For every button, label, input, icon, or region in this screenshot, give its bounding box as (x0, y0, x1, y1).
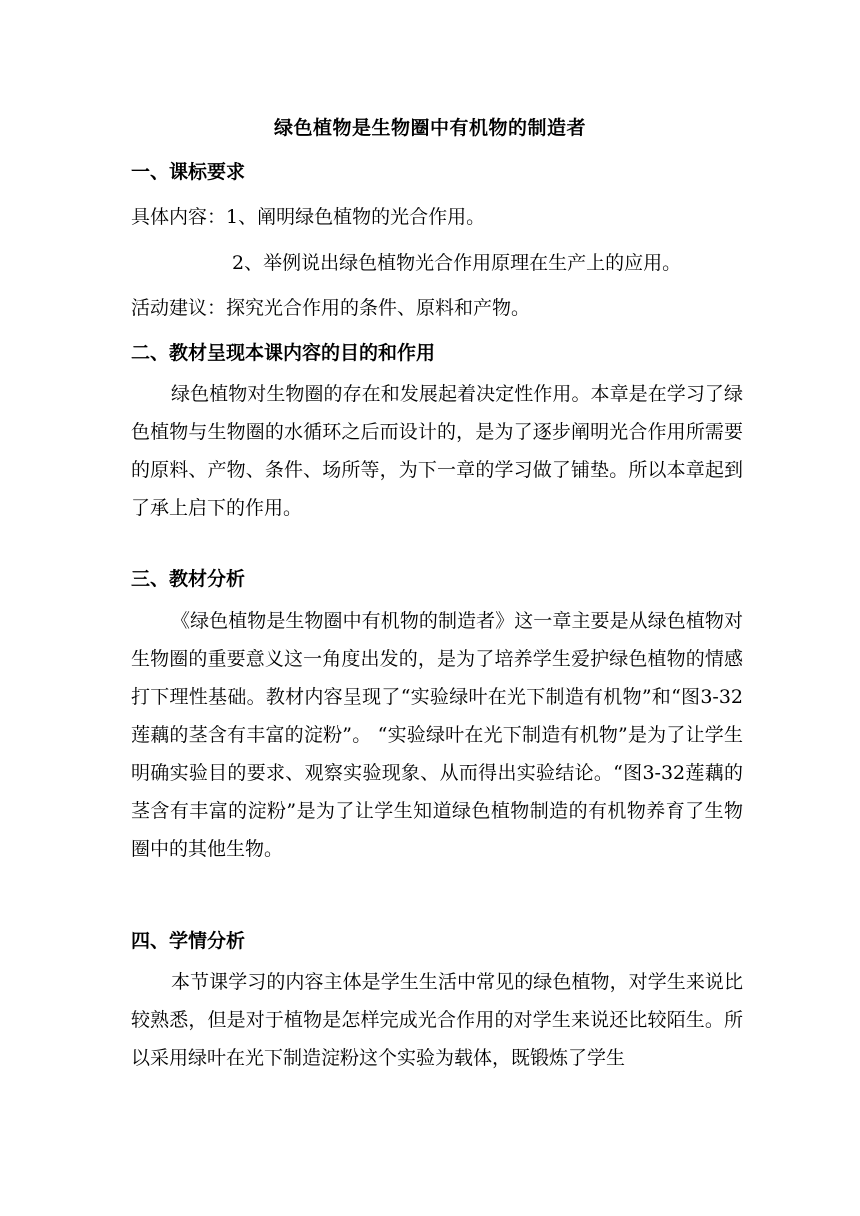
section-heading-student-analysis: 四、学情分析 (131, 930, 246, 952)
paragraph-purpose: 绿色植物对生物圈的存在和发展起着决定性作用。本章是在学习了绿色植物与生物圈的水循环之后而设计的，是为了逐步阐明光合作用所需要的原料、产物、条件、场所等，为下一章的学习做了铺垫。所以本章起到了承上启下的作用。 (131, 383, 743, 519)
content-line-specific: 具体内容：1、阐明绿色植物的光合作用。 (131, 206, 486, 228)
document-title: 绿色植物是生物圈中有机物的制造者 (273, 117, 586, 139)
section-heading-standards: 一、课标要求 (131, 161, 246, 183)
section-heading-textbook-analysis: 三、教材分析 (131, 568, 246, 590)
section-heading-purpose: 二、教材呈现本课内容的目的和作用 (131, 342, 436, 364)
paragraph-textbook-analysis: 《绿色植物是生物圈中有机物的制造者》这一章主要是从绿色植物对生物圈的重要意义这一角度出发的，是为了培养学生爱护绿色植物的情感打下理性基础。教材内容呈现了“实验绿叶在光下制造有机物”和“图3-32莲藕的茎含有丰富的淀粉”。 “实验绿叶在光下制造有机物”是为了让学生明确实验目的要求、观察实验现象、从而得出实验结论。“图3-32莲藕的茎含有丰富的淀粉”是为了让学生知道绿色植物制造的有机物养育了生物圈中的其他生物。 (131, 610, 743, 860)
content-line-activity: 活动建议：探究光合作用的条件、原料和产物。 (131, 297, 531, 319)
paragraph-student-analysis: 本节课学习的内容主体是学生生活中常见的绿色植物，对学生来说比较熟悉，但是对于植物是怎样完成光合作用的对学生来说还比较陌生。所以采用绿叶在光下制造淀粉这个实验为载体，既锻炼了学生 (131, 971, 743, 1069)
content-line-application: 2、举例说出绿色植物光合作用原理在生产上的应用。 (232, 252, 682, 274)
